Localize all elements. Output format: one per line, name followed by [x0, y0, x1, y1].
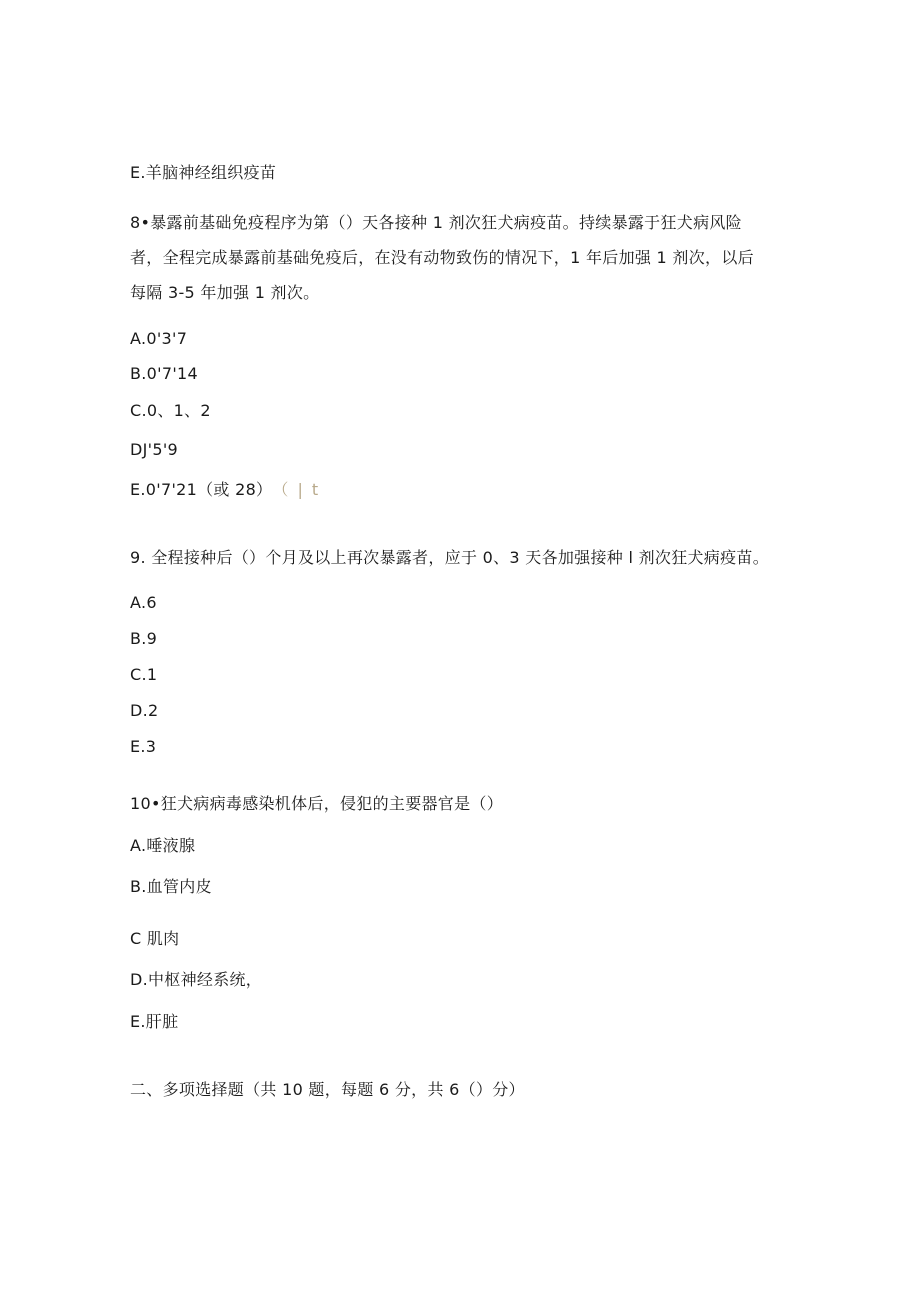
- q10-option-c: C 肌肉: [130, 929, 180, 948]
- q10-option-b: B.血管内皮: [130, 877, 212, 896]
- q10-option-a: A.唾液腺: [130, 836, 196, 855]
- q8-stem-line-3: 每隔 3-5 年加强 1 剂次。: [130, 283, 320, 302]
- q10-option-e: E.肝脏: [130, 1012, 179, 1031]
- section-heading: 二、多项选择题（共 10 题，每题 6 分，共 6（）分）: [130, 1080, 525, 1099]
- q8-option-e: [130, 480, 320, 500]
- q8-option-c: C.0、1、2: [130, 401, 211, 420]
- q9-option-c: C.1: [130, 665, 158, 684]
- q9-option-e: E.3: [130, 737, 157, 756]
- q8-option-e-text: E.0'7'21（或 28）: [130, 480, 273, 499]
- answer-mark: （ | t: [280, 480, 321, 499]
- q10-option-d: D.中枢神经系统，: [130, 970, 263, 989]
- q8-option-a: A.0'3'7: [130, 329, 188, 348]
- q7-option-e: E.羊脑神经组织疫苗: [130, 163, 277, 182]
- q8-option-b: B.0'7'14: [130, 364, 198, 383]
- q9-option-b: B.9: [130, 629, 158, 648]
- q8-option-d: DJ'5'9: [130, 440, 178, 459]
- q10-stem: 10•狂犬病病毒感染机体后，侵犯的主要器官是（）: [130, 794, 503, 813]
- q8-stem: [130, 205, 790, 310]
- q9-option-d: D.2: [130, 701, 159, 720]
- q9-option-a: A.6: [130, 593, 157, 612]
- q8-stem-line-1: 8•暴露前基础免疫程序为第（）天各接种 1 剂次狂犬病疫苗。持续暴露于狂犬病风险: [130, 213, 742, 232]
- q8-stem-line-2: 者，全程完成暴露前基础免疫后，在没有动物致伤的情况下，1 年后加强 1 剂次，以后: [130, 248, 754, 267]
- q9-stem: 9. 全程接种后（）个月及以上再次暴露者，应于 0、3 天各加强接种 l 剂次狂犬病疫苗。: [130, 548, 770, 567]
